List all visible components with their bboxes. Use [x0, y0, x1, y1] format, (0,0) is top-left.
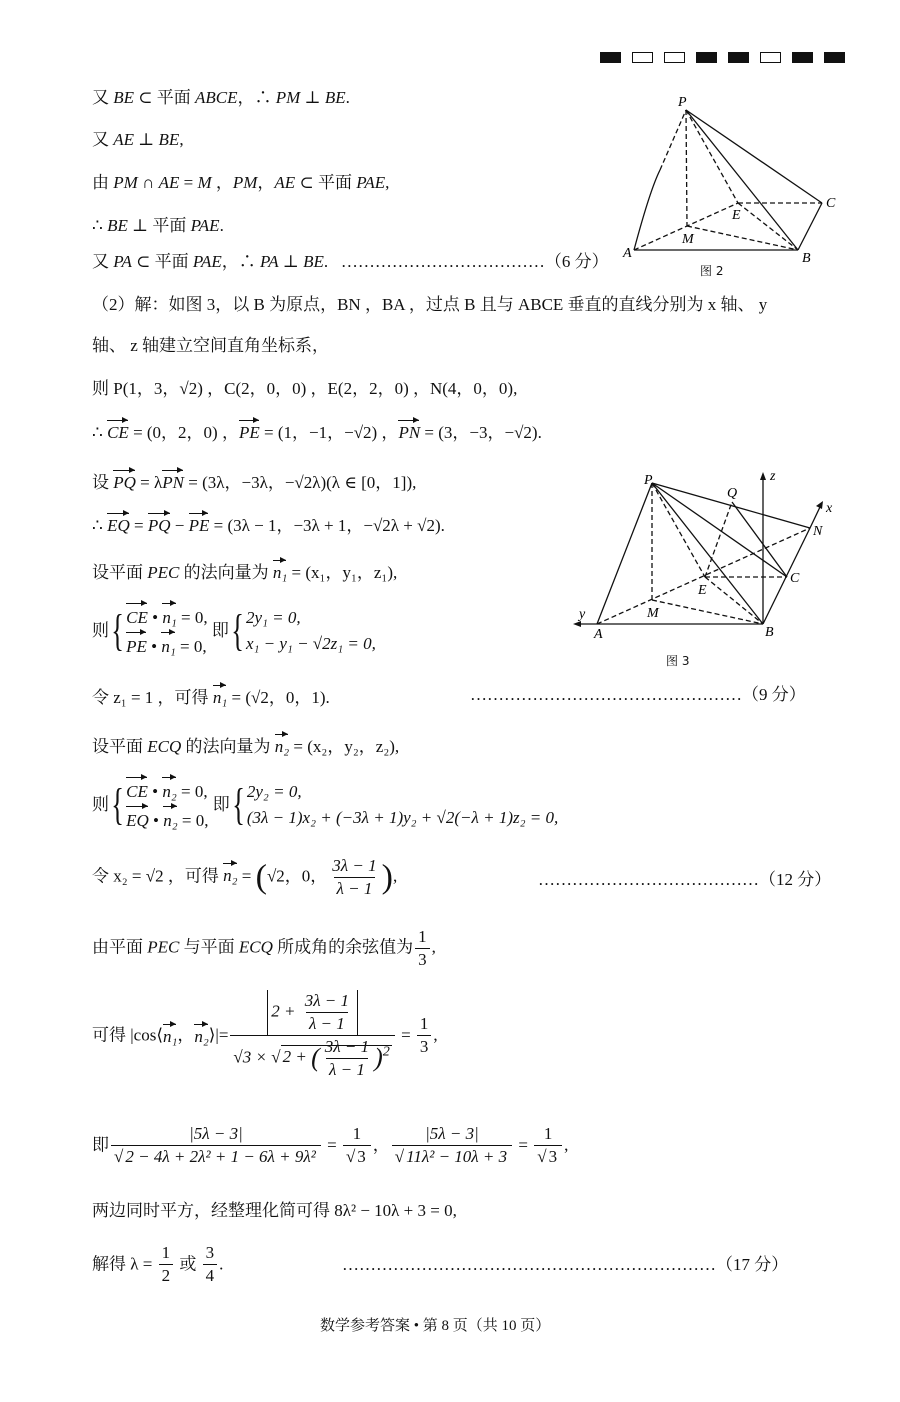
vector-PQ: PQ	[113, 469, 136, 494]
text: ⊥	[134, 130, 159, 149]
text: =	[514, 1135, 533, 1155]
score-17	[342, 1254, 788, 1276]
exponent: 2	[382, 1043, 390, 1060]
text: = (3λ，−3λ，−√2λ)(λ ∈ [0，1]),	[184, 473, 417, 492]
math: PM	[232, 173, 258, 192]
numerator: 1	[419, 1014, 429, 1033]
text: .	[345, 88, 350, 107]
text: .	[323, 252, 329, 271]
page-footer: 数学参考答案 • 第 8 页（共 10 页）	[320, 1318, 551, 1334]
text: .	[219, 1254, 224, 1274]
mark-filled	[824, 52, 845, 63]
line-11	[92, 512, 445, 537]
text: √3 ×	[233, 1047, 272, 1067]
label-Q: Q	[727, 486, 738, 501]
line-6: （2）解：如图 3，以 B 为原点，BN ，BA ，过点 B 且与 ABCE 垂直的直线分别为 x 轴、 y	[92, 295, 768, 314]
text: 2 +	[282, 1047, 312, 1067]
dot-leader: …………………………………	[538, 870, 759, 889]
label-B: B	[802, 251, 811, 266]
denominator: 3	[548, 1147, 558, 1166]
cosine-fraction: 2 + $\frac{3\lambda - 1}{\lambda - 1}$ √3 × √ 2 + ( $\frac{3\lambda - 1}{\lambda - 1}$ )$^2$	[230, 990, 394, 1081]
vector: n₂	[162, 776, 176, 805]
text: =	[396, 1025, 415, 1045]
line-3	[92, 172, 389, 194]
math: M	[197, 173, 212, 192]
text: ,	[392, 866, 398, 886]
equation: (3λ − 1)x₂ + (−3λ + 1)y₂ + √2(−λ + 1)z₂ = 0,	[246, 808, 559, 827]
math: PM	[113, 173, 138, 192]
line-16-system	[92, 776, 558, 834]
vector: CE	[126, 602, 148, 631]
system-right	[246, 605, 376, 657]
equation: x₁ − y₁ − √2z₁ = 0,	[245, 634, 376, 653]
brace: {	[111, 780, 124, 829]
text: .	[219, 216, 224, 235]
denominator: 3	[417, 1035, 432, 1058]
text: 的法向量为	[181, 737, 275, 756]
line-13-system	[92, 602, 376, 660]
label-C: C	[826, 196, 836, 211]
mark-filled	[728, 52, 749, 63]
text: ，∴	[221, 252, 261, 271]
text: = (x₂，y₂，z₂),	[289, 737, 400, 756]
header-marks	[600, 52, 845, 63]
vector: EQ	[126, 805, 149, 834]
text: ,	[431, 937, 436, 957]
vector-CE: CE	[107, 419, 129, 444]
line-2	[92, 129, 184, 151]
denominator: 11λ² − 10λ + 3	[406, 1147, 508, 1166]
vector: n₁	[162, 602, 176, 631]
figure-2-caption: 图 2	[700, 264, 724, 278]
math: BE	[303, 252, 324, 271]
mark-empty	[664, 52, 685, 63]
text: 则	[92, 795, 109, 814]
brace: {	[231, 606, 244, 655]
text: 又	[92, 252, 114, 271]
label-N: N	[813, 524, 823, 539]
label-A: A	[623, 246, 632, 261]
vector-PE: PE	[239, 419, 260, 444]
text: = (0，2，0) ，	[128, 423, 239, 442]
text: •	[148, 811, 164, 830]
equation: 2y₁ = 0,	[245, 608, 301, 627]
figure-2-diagram	[600, 90, 860, 290]
mark-empty	[760, 52, 781, 63]
text: 与平面	[179, 937, 239, 957]
figure-3-diagram	[565, 460, 855, 650]
text: ，	[372, 1135, 390, 1155]
text: 令 z₁ = 1 ，可得	[92, 688, 213, 707]
system-left	[126, 602, 207, 660]
fraction	[322, 1036, 372, 1081]
line-5	[92, 251, 609, 273]
vector: PE	[126, 631, 147, 660]
label-B: B	[765, 625, 774, 640]
text: ⊂ 平面	[295, 173, 357, 192]
math: BE	[107, 216, 128, 235]
score-12	[538, 869, 831, 891]
text: 即	[92, 1135, 109, 1155]
text: = (1，−1，−√2) ，	[259, 423, 399, 442]
line-9	[92, 419, 542, 444]
vector-n1: n₁	[273, 559, 287, 584]
vector-n2: n₂	[194, 1023, 208, 1048]
vector: n₂	[163, 805, 177, 834]
label-P: P	[644, 473, 653, 488]
text: 设平面	[92, 563, 148, 582]
math: PEC	[147, 937, 180, 957]
line-8: 则 P(1，3，√2) ，C(2，0，0) ，E(2，2，0) ，N(4，0，0),	[92, 379, 518, 398]
label-E: E	[698, 583, 707, 598]
text: 可得 |cos⟨	[92, 1025, 163, 1045]
label-P: P	[678, 95, 687, 110]
text: ∴	[92, 216, 108, 235]
vector: CE	[126, 776, 148, 805]
text: ，	[211, 173, 233, 192]
system-right	[247, 779, 558, 831]
text: ,	[385, 173, 390, 192]
vector-EQ: EQ	[107, 512, 130, 537]
mark-filled	[696, 52, 717, 63]
math: PAE	[356, 173, 386, 192]
text: ⊂ 平面	[134, 88, 196, 107]
fraction: $\frac{1}{√ 3}$	[343, 1123, 371, 1168]
text: = (3λ − 1，−3λ + 1，−√2λ + √2).	[209, 516, 445, 535]
text: =	[179, 173, 198, 192]
numerator: |5λ − 3|	[189, 1124, 243, 1143]
text: 令 x₂ = √2 ，可得	[92, 866, 224, 886]
math: ECQ	[238, 937, 273, 957]
vector-PE: PE	[189, 512, 210, 537]
vector-n1: n₁	[213, 684, 227, 709]
line-21: 两边同时平方，经整理化简可得 8λ² − 10λ + 3 = 0,	[92, 1201, 457, 1220]
system-left	[126, 776, 208, 834]
math: BE	[158, 130, 180, 149]
math: PAE	[190, 216, 220, 235]
denominator: λ − 1	[306, 1012, 348, 1035]
text: ⊂ 平面	[131, 252, 193, 271]
label-z: z	[770, 469, 776, 484]
text: 的法向量为	[179, 563, 273, 582]
text: 所成角的余弦值为	[272, 937, 414, 957]
math: PEC	[147, 563, 180, 582]
line-15	[92, 733, 399, 758]
text: = (x₁，y₁，z₁),	[287, 563, 398, 582]
label-C: C	[790, 571, 800, 586]
vector-PQ: PQ	[148, 512, 171, 537]
text: ，∴	[237, 88, 276, 107]
text: ，	[177, 1025, 195, 1045]
text: ⊥	[300, 88, 325, 107]
numerator: 1	[161, 1243, 171, 1262]
math: BE	[113, 88, 135, 107]
text: ∴	[92, 516, 108, 535]
fraction: $\frac{|5\lambda - 3|}{\text{√ 11λ² − 10λ + 3}}$	[392, 1123, 512, 1168]
text: = (√2，0，1).	[227, 688, 330, 707]
text: •	[147, 782, 163, 801]
fraction: $\frac{1}{√ 3}$	[534, 1123, 562, 1168]
text: 设平面	[92, 737, 148, 756]
text: = 0,	[177, 811, 209, 830]
mark-filled	[600, 52, 621, 63]
text: 则	[92, 621, 109, 640]
text: ⊥ 平面	[127, 216, 191, 235]
text: 2 +	[271, 1001, 300, 1021]
fraction	[302, 990, 352, 1035]
line-1	[92, 87, 350, 109]
text: •	[146, 637, 162, 656]
text: ∴	[92, 423, 108, 442]
score-9	[470, 684, 806, 706]
math: PM	[275, 88, 301, 107]
numerator: 1	[543, 1124, 553, 1143]
fraction: $\frac{|5\lambda - 3|}{\text{√ 2 − 4λ + 2λ² + 1 − 6λ + 9λ²}}$	[111, 1123, 321, 1168]
numerator: 3λ − 1	[332, 856, 377, 875]
text: •	[147, 608, 163, 627]
score: （9 分）	[742, 685, 806, 704]
text: = 0,	[175, 637, 207, 656]
text: ⟩|=	[208, 1025, 229, 1045]
label-M: M	[647, 606, 659, 621]
text: 由平面	[92, 937, 148, 957]
label-y: y	[579, 607, 586, 622]
text: ⊥	[278, 252, 304, 271]
line-18	[92, 926, 436, 971]
math: AE	[113, 130, 135, 149]
numerator: 3λ − 1	[324, 1037, 370, 1056]
fraction	[159, 1242, 174, 1287]
line-20	[92, 1123, 568, 1168]
numerator: 1	[418, 927, 427, 946]
score: （6 分）	[544, 252, 609, 271]
text: = 0,	[176, 782, 208, 801]
score: （12 分）	[759, 870, 832, 889]
line-12	[92, 559, 397, 584]
denominator: λ − 1	[326, 1058, 368, 1081]
line-10	[92, 469, 416, 494]
text: = (3，−3，−√2).	[420, 423, 542, 442]
text: ,	[433, 1025, 438, 1045]
math: PA	[113, 252, 132, 271]
math: AE	[274, 173, 296, 192]
text: 即	[207, 621, 229, 640]
vector-PN: PN	[398, 419, 420, 444]
text: ,	[564, 1135, 569, 1155]
vector-n1: n₁	[163, 1023, 177, 1048]
numerator: 3	[205, 1243, 215, 1262]
label-M: M	[682, 232, 694, 247]
label-x: x	[826, 501, 833, 516]
vector-n2: n₂	[223, 862, 237, 887]
line-14	[92, 684, 330, 709]
brace: {	[111, 606, 124, 655]
text: 又	[92, 130, 114, 149]
denominator: 2 − 4λ + 2λ² + 1 − 6λ + 9λ²	[125, 1147, 316, 1166]
text: −	[170, 516, 189, 535]
dot-leader: …………………………………………	[470, 685, 742, 704]
text: 又	[92, 88, 114, 107]
line-19	[92, 990, 438, 1081]
dot-leader: ………………………………	[340, 252, 545, 271]
denominator: 3	[357, 1147, 366, 1166]
denominator: 3	[415, 948, 430, 971]
text: ，	[257, 173, 275, 192]
math: PAE	[192, 252, 222, 271]
line-4	[92, 215, 224, 237]
vector-n2: n₂	[275, 733, 289, 758]
text: ∩	[137, 173, 159, 192]
math: PA	[260, 252, 279, 271]
text: =	[129, 516, 148, 535]
figure-3-caption: 图 3	[666, 654, 690, 668]
dot-leader: …………………………………………………………	[342, 1255, 716, 1274]
math: AE	[158, 173, 180, 192]
text: 设	[92, 473, 114, 492]
mark-filled	[792, 52, 813, 63]
text: 由	[92, 173, 114, 192]
denominator: 4	[203, 1264, 218, 1287]
math: ABCE	[195, 88, 238, 107]
fraction	[203, 1242, 218, 1287]
denominator: λ − 1	[334, 877, 376, 900]
text: = λ	[135, 473, 163, 492]
fraction	[415, 926, 430, 971]
text: = 0,	[176, 608, 208, 627]
text: ,	[179, 130, 184, 149]
brace: {	[231, 780, 245, 829]
numerator: |5λ − 3|	[425, 1124, 479, 1143]
text: 或	[175, 1254, 201, 1274]
line-7: 轴、 z 轴建立空间直角坐标系，	[92, 336, 330, 355]
text: 解得 λ =	[92, 1254, 157, 1274]
fraction	[417, 1013, 432, 1058]
vector-PN: PN	[162, 469, 184, 494]
score: （17 分）	[716, 1255, 789, 1274]
label-E: E	[732, 208, 741, 223]
numerator: 3λ − 1	[304, 991, 350, 1010]
math: ECQ	[147, 737, 182, 756]
text: 即	[208, 795, 230, 814]
line-17: 令 x₂ = √2 ，可得 n₂ = (√2，0， $\frac{3\lambda - 1}{\lambda - 1}$ ),	[92, 856, 398, 898]
fraction	[329, 855, 379, 900]
text: =	[322, 1135, 341, 1155]
numerator: 1	[352, 1124, 362, 1143]
label-A: A	[594, 627, 603, 642]
text: =	[237, 866, 256, 886]
text: √2，0，	[266, 866, 328, 886]
vector: n₁	[161, 631, 175, 660]
equation: 2y₂ = 0,	[246, 782, 302, 801]
mark-empty	[632, 52, 653, 63]
line-22	[92, 1242, 223, 1287]
math: BE	[324, 88, 346, 107]
denominator: 2	[159, 1264, 174, 1287]
